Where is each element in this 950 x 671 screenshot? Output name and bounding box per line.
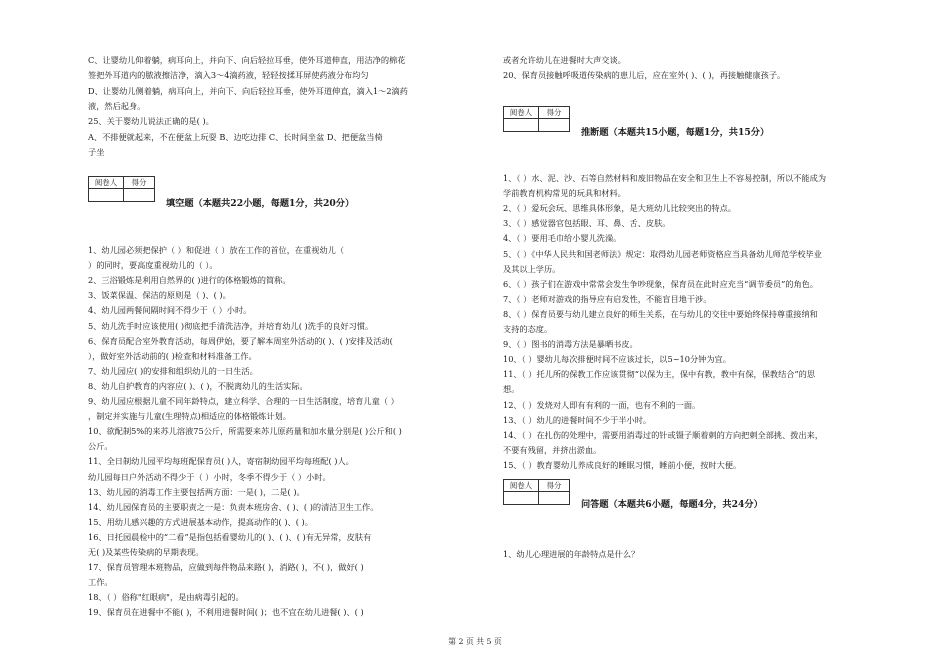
question-line: A、不排便就起来，不在便盆上玩耍 B、边吃边排 C、长时间坐盆 D、把便盆当椅 [88, 131, 383, 142]
question-line: 10、欲配制5%的来苏儿溶液75公斤，所需要来苏儿原药量和加水量分别是( )公斤和( ) [88, 426, 402, 437]
section-title-qa: 问答题（本题共6小题，每题4分，共24分） [581, 499, 763, 510]
question-line: 幼儿园每日户外活动不得少于（ ）小时，冬季不得少于（ ）小时。 [88, 471, 331, 482]
score-box-score-cell [124, 189, 155, 202]
question-line: 12、（ ）发烧对人即有有利的一面，也有不利的一面。 [503, 399, 701, 410]
score-box-score-label: 得分 [539, 480, 570, 492]
question-line: 1、（ ）水、泥、沙、石等自然材料和废旧物品在安全和卫生上不容易控制，所以不能成为 [503, 173, 827, 183]
question-line: 子坐 [88, 146, 105, 157]
score-box-score-label: 得分 [539, 107, 570, 119]
question-line: 15、用幼儿感兴趣的方式进展基本动作，提高动作的( )、( )。 [88, 516, 313, 527]
question-line: 4、（ ）要用毛巾给小婴儿洗澡。 [503, 233, 622, 244]
question-line: 6、（ ）孩子们在游戏中常常会发生争吵现象，保育员在此时应充当“调节委员”的角色。 [503, 278, 819, 289]
question-line: C、让婴幼儿仰着躺，病耳向上，并向下、向后轻拉耳垂，使外耳道伸直，用洁净的棉花 [88, 55, 406, 65]
question-line: ，制定并实施与儿童(生理特点)相适应的体格锻炼计划。 [88, 411, 291, 422]
section-title-judgement: 推断题（本题共15小题，每题1分，共15分） [581, 127, 770, 138]
section-title-fill-blank: 填空题（本题共22小题，每题1分，共20分） [166, 198, 355, 209]
question-line: 工作。 [88, 577, 113, 588]
question-line: 公斤。 [88, 441, 113, 452]
score-box-grader-label: 阅卷人 [504, 107, 539, 119]
score-box-grader-label: 阅卷人 [89, 177, 124, 189]
question-line: 2、三浴锻炼是利用自然界的( )进行的体格锻炼的简称。 [88, 275, 291, 286]
question-line: 1、幼儿园必须把保护（ ）和促进（ ）放在工作的首位，在重视幼儿（ [88, 245, 345, 255]
question-line: 19、保育员在进餐中不能( )，不利用进餐时间( )；也不宜在幼儿进餐( )、( ) [88, 607, 364, 618]
question-line: 或者允许幼儿在进餐时大声交谈。 [503, 55, 626, 65]
question-line: 学前教育机构常见的玩具和材料。 [503, 188, 626, 199]
question-line: 11、全日制幼儿园平均每班配保育员( )人，寄宿制幼园平均每班配( )人。 [88, 456, 354, 467]
question-line: ）的同时，要高度重视幼儿的（ ）。 [88, 260, 218, 271]
question-line: 液，然后起身。 [88, 100, 146, 111]
score-box [503, 106, 570, 132]
question-line: 2、（ ）爱玩会玩、思维具体形象，是大班幼儿比较突出的特点。 [503, 203, 736, 214]
question-line: 10、（ ）婴幼儿每次排便时间不应该过长，以5~10分钟为宜。 [503, 354, 731, 365]
page-number: 第 2 页 共 5 页 [448, 637, 502, 646]
score-box-grader-label: 阅卷人 [504, 480, 539, 492]
score-box-grader-cell [504, 492, 539, 505]
question-line: 3、饭菜保温、保洁的原则是（ )、( )。 [88, 290, 231, 301]
question-line: 7、（ ）老师对游戏的指导应有启发性，不能盲目地干涉。 [503, 293, 712, 304]
question-line: 15、（ ）教育婴幼儿养成良好的睡眠习惯，睡前小便，按时大便。 [503, 459, 742, 470]
question-line: 1、幼儿心理进展的年龄特点是什么？ [503, 549, 640, 559]
question-line: 想。 [503, 384, 520, 395]
question-line: 5、幼儿洗手时应该使用( )彻底把手清洗洁净，并培育幼儿( )洗手的良好习惯。 [88, 320, 374, 331]
score-box-grader-cell [504, 119, 539, 132]
question-line: 20、保育员接触呼吸道传染病的患儿后，应在室外( )、( )，再接触健康孩子。 [503, 70, 786, 80]
question-line: 14、（ ）在扎伤的处理中，需要用消毒过的针或镊子顺着刺的方向把刺全部挑、拨出来， [503, 429, 824, 440]
question-line: 25、关于婴幼儿说法正确的是( )。 [88, 116, 214, 127]
question-line: 11、（ ）托儿所的保教工作应该贯彻“以保为主，保中有教，教中有保，保教结合”的思 [503, 369, 816, 380]
question-line: 4、幼儿园两餐间隔时间不得少于（ ）小时。 [88, 305, 252, 316]
question-line: 7、幼儿园应( )的安排和组织幼儿的一日生活。 [88, 365, 258, 376]
score-box-grader-cell [89, 189, 124, 202]
question-line: D、让婴幼儿侧着躺，病耳向上，并向下、向后轻拉耳垂，使外耳道伸直，滴入1～2滴药 [88, 85, 408, 96]
question-line: 17、保育员管理本班物品，应做到每件物品来路( )，消路( )，不( )，做好( ) [88, 562, 364, 573]
score-box [88, 176, 155, 202]
score-box [503, 479, 570, 505]
question-line: 13、（ ）幼儿的进餐时间不少于半小时。 [503, 414, 652, 425]
question-line: 5、（ ）《中华人民共和国老师法》规定：取得幼儿园老师资格应当具备幼儿师范学校毕业 [503, 248, 822, 259]
question-line: 14、幼儿园保育员的主要职责之一是：负责本班房舍、( )、( )的清洁卫生工作。 [88, 501, 379, 512]
question-line: 9、（ ）图书的消毒方法是暴晒书皮。 [503, 339, 638, 350]
question-line: 无( )及某些传染病的早期表现。 [88, 547, 204, 557]
question-line: 签把外耳道内的脓液擦洁净，滴入3～4滴药液，轻轻按揉耳屏使药液分布均匀 [88, 70, 369, 81]
question-line: 18、（ ）俗称"红眼病"，是由病毒引起的。 [88, 592, 244, 603]
question-line: 16、日托园晨检中的“二看”是指包括看婴幼儿的( )、( )、( )有无异常，皮肤有 [88, 531, 372, 542]
score-box-score-cell [539, 119, 570, 132]
score-box-score-cell [539, 492, 570, 505]
question-line: 8、（ ）保育员要与幼儿建立良好的师生关系，在与幼儿的交往中要始终保持尊重接纳和 [503, 308, 818, 319]
question-line: 13、幼儿园的消毒工作主要包括两方面：一是( )，二是( )。 [88, 486, 305, 497]
question-line: 不要有残留，并挤出淤血。 [503, 444, 602, 455]
question-line: 3、（ ）感觉器官包括眼、耳、鼻、舌、皮肤。 [503, 218, 671, 229]
score-box-score-label: 得分 [124, 177, 155, 189]
question-line: 支持的态度。 [503, 324, 553, 334]
question-line: 6、保育员配合室外教育活动，每周伊始，要了解本周室外活动的( )、( )安排及活动( [88, 335, 393, 346]
question-line: 及其以上学历。 [503, 263, 561, 274]
question-line: 8、幼儿自护教育的内容应( )、( )，不脱离幼儿的生活实际。 [88, 380, 308, 391]
question-line: 9、幼儿园应根据儿童不同年龄特点，建立科学、合理的一日生活制度，培育儿童（ ） [88, 396, 399, 406]
question-line: ），做好室外活动前的( )检查和材料准备工作。 [88, 350, 257, 361]
